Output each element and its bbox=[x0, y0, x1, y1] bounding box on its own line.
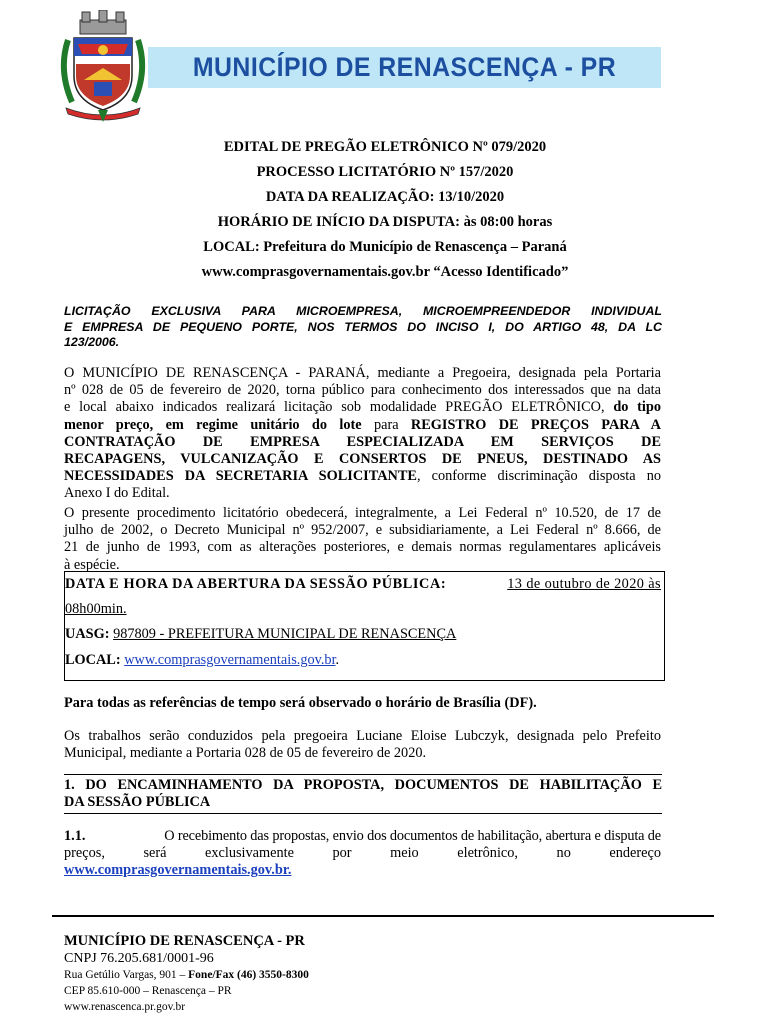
paragraph-line: julho de 2002, o Decreto Municipal nº 952/2007, e subsidiariamente, a Lei Federal nº 8.666, de bbox=[64, 522, 661, 539]
uasg-line bbox=[65, 626, 661, 643]
session-time-line bbox=[65, 601, 661, 618]
notice-line: E EMPRESA DE PEQUENO PORTE, NOS TERMOS DO INCISO I, DO ARTIGO 48, DA LC bbox=[64, 319, 662, 334]
edital-number: EDITAL DE PREGÃO ELETRÔNICO Nº 079/2020 bbox=[223, 139, 547, 155]
portal-link[interactable]: www.comprasgovernamentais.gov.br. bbox=[64, 862, 292, 879]
section-bottom-rule bbox=[64, 813, 662, 814]
paragraph-line: Anexo I do Edital. bbox=[64, 485, 170, 502]
session-date-value: 13 de outubro de 2020 às bbox=[507, 576, 661, 592]
paragraph-line: preços, será exclusivamente por meio eletrônico, no endereço bbox=[64, 845, 661, 862]
paragraph-line: O presente procedimento licitatório obedecerá, integralmente, a Lei Federal nº 10.520, de 17 de bbox=[64, 505, 661, 521]
paragraph-line bbox=[64, 451, 661, 468]
header-title: MUNICÍPIO DE RENASCENÇA - PR bbox=[192, 52, 617, 82]
dispute-start-time: HORÁRIO DE INÍCIO DA DISPUTA: às 08:00 horas bbox=[217, 214, 553, 230]
brasilia-time-note: Para todas as referências de tempo será observado o horário de Brasília (DF). bbox=[64, 695, 537, 711]
paragraph-line: Os trabalhos serão conduzidos pela pregoeira Luciane Eloise Lubczyk, designada pelo Prefeito bbox=[64, 728, 661, 744]
paragraph-line bbox=[64, 417, 661, 434]
section-top-rule bbox=[64, 774, 662, 775]
paragraph-line: nº 028 de 05 de fevereiro de 2020, torna público para conhecimento dos interessados que na data bbox=[64, 382, 661, 399]
section-heading-line: DA SESSÃO PÚBLICA bbox=[64, 794, 211, 810]
session-date-line bbox=[65, 576, 661, 593]
footer-municipality: MUNICÍPIO DE RENASCENÇA - PR bbox=[64, 933, 305, 949]
process-number: PROCESSO LICITATÓRIO Nº 157/2020 bbox=[256, 164, 514, 180]
text-span: , conforme discriminação disposta no bbox=[416, 468, 661, 485]
exclusive-bidding-notice bbox=[64, 304, 662, 351]
portal-link[interactable]: www.comprasgovernamentais.gov.br bbox=[124, 652, 336, 668]
portal-address: www.comprasgovernamentais.gov.br “Acesso Identificado” bbox=[201, 264, 569, 280]
section-1-heading bbox=[64, 777, 662, 811]
paragraph-line bbox=[64, 828, 661, 845]
local-suffix: . bbox=[335, 652, 340, 668]
footer-cep: CEP 85.610-000 – Renascença – PR bbox=[64, 985, 232, 997]
intro-paragraph bbox=[64, 365, 661, 503]
pregoeira-paragraph bbox=[64, 728, 661, 762]
text-span: e local abaixo indicados realizará licitação sob modalidade PREGÃO ELETRÔNICO, bbox=[64, 399, 614, 416]
text-span: REGISTRO DE PREÇOS PARA A bbox=[410, 416, 662, 433]
paragraph-line bbox=[64, 399, 661, 416]
uasg-value: 987809 - PREFEITURA MUNICIPAL DE RENASCENÇA bbox=[113, 626, 457, 642]
text-span: RECAPAGENS, VULCANIZAÇÃO E CONSERTOS DE PNEUS, DESTINADO AS bbox=[64, 451, 661, 468]
paragraph-line: O MUNICÍPIO DE RENASCENÇA - PARANÁ, mediante a Pregoeira, designada pela Portaria bbox=[64, 365, 661, 381]
section-heading-line: 1. DO ENCAMINHAMENTO DA PROPOSTA, DOCUMENTOS DE HABILITAÇÃO E bbox=[64, 777, 662, 793]
paragraph-line bbox=[64, 862, 661, 879]
uasg-label: UASG: bbox=[65, 626, 110, 642]
text-span: menor preço, em regime unitário do lote bbox=[64, 416, 362, 433]
paragraph-line bbox=[64, 468, 661, 485]
text-span: para bbox=[361, 416, 411, 433]
location: LOCAL: Prefeitura do Município de Renascença – Paraná bbox=[203, 239, 567, 255]
local-label: LOCAL: bbox=[65, 652, 121, 668]
notice-line: LICITAÇÃO EXCLUSIVA PARA MICROEMPRESA, MICROEMPREENDEDOR INDIVIDUAL bbox=[64, 304, 662, 318]
footer-cnpj: CNPJ 76.205.681/0001-96 bbox=[64, 951, 214, 966]
text-span: CONTRATAÇÃO DE EMPRESA ESPECIALIZADA EM SERVIÇOS DE bbox=[64, 433, 661, 450]
paragraph-line: 21 de junho de 1993, com as alterações posteriores, e demais normas regulamentares aplicáveis bbox=[64, 539, 661, 556]
legal-basis-paragraph bbox=[64, 505, 661, 574]
paragraph-line: à espécie. bbox=[64, 556, 120, 573]
municipal-crest-icon bbox=[58, 10, 148, 122]
footer-address: Rua Getúlio Vargas, 901 – bbox=[64, 969, 189, 981]
footer-website: www.renascenca.pr.gov.br bbox=[64, 1001, 186, 1013]
session-time-value: 08h00min. bbox=[65, 601, 127, 617]
local-line bbox=[65, 652, 661, 669]
session-date-label: DATA E HORA DA ABERTURA DA SESSÃO PÚBLICA: bbox=[65, 576, 447, 592]
text-span: do tipo bbox=[613, 399, 662, 416]
notice-line: 123/2006. bbox=[64, 335, 120, 349]
item-1-1 bbox=[64, 828, 661, 880]
footer-rule bbox=[52, 915, 714, 917]
item-number: 1.1. bbox=[64, 828, 86, 844]
text-span: O recebimento das propostas, envio dos documentos de habilitação, abertura e disputa de bbox=[164, 828, 661, 844]
footer-phone: Fone/Fax (46) 3550-8300 bbox=[188, 969, 309, 981]
footer-address-line bbox=[64, 969, 309, 981]
paragraph-line: Municipal, mediante a Portaria 028 de 05 de fevereiro de 2020. bbox=[64, 745, 427, 762]
text-span: NECESSIDADES DA SECRETARIA SOLICITANTE bbox=[64, 468, 417, 485]
realization-date: DATA DA REALIZAÇÃO: 13/10/2020 bbox=[265, 189, 505, 205]
paragraph-line bbox=[64, 434, 661, 451]
